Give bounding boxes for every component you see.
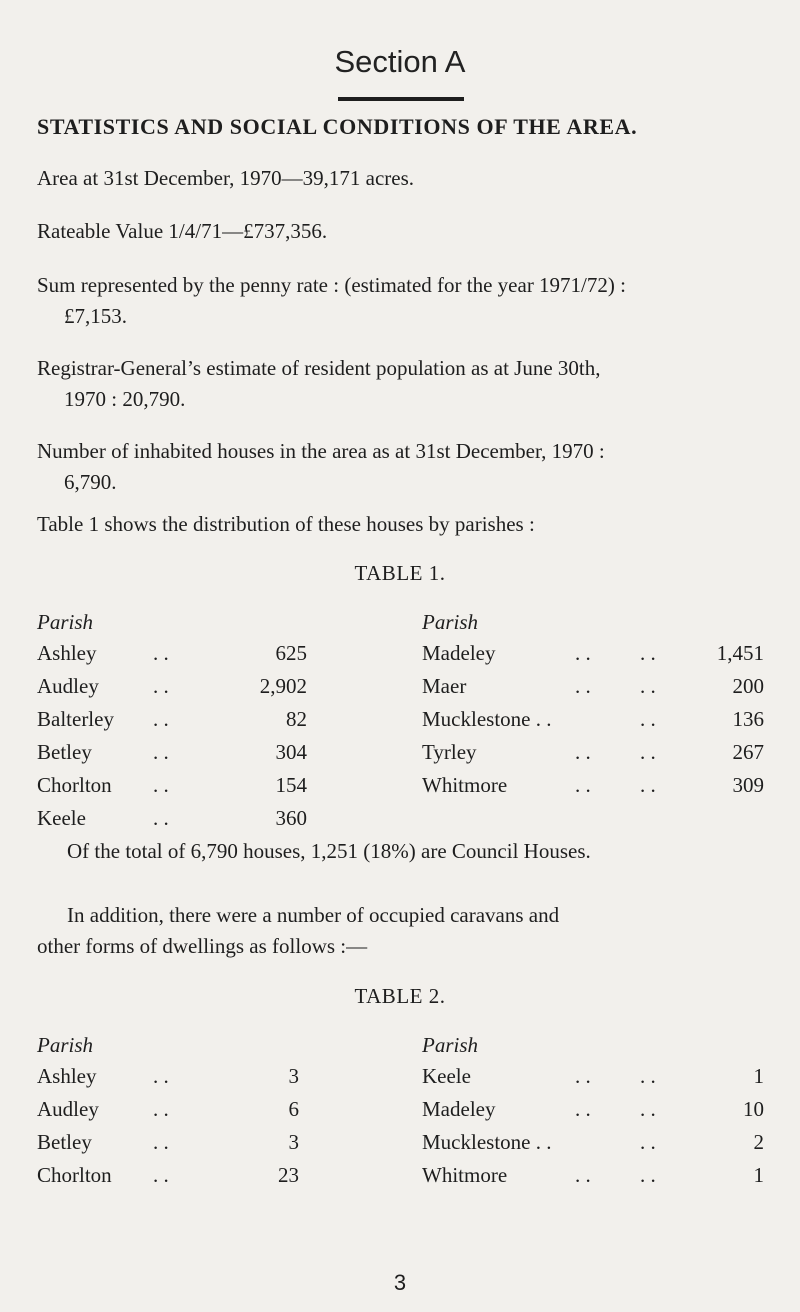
parish-name: Mucklestone . . [422, 1130, 552, 1154]
parish-name: Madeley [422, 1097, 496, 1121]
leader-dots: . . [575, 740, 591, 764]
table1-right-header: Parish [422, 610, 479, 634]
table-row [422, 707, 764, 737]
parish-name: Chorlton [37, 1163, 112, 1187]
leader-dots: . . [575, 641, 591, 665]
house-count: 200 [732, 674, 764, 698]
table-row [37, 1163, 299, 1193]
dwelling-count: 23 [278, 1163, 299, 1187]
table-row [422, 773, 764, 803]
parish-name: Maer [422, 674, 467, 698]
section-title-underline [338, 97, 464, 101]
dwelling-count: 3 [288, 1130, 299, 1154]
house-count: 267 [732, 740, 764, 764]
parish-name: Betley [37, 740, 92, 764]
leader-dots: . . [640, 1163, 656, 1187]
leader-dots: . . [640, 1097, 656, 1121]
parish-name: Tyrley [422, 740, 477, 764]
house-count: 136 [732, 707, 764, 731]
leader-dots: . . [153, 707, 169, 731]
house-count: 154 [275, 773, 307, 797]
house-count: 625 [275, 641, 307, 665]
leader-dots: . . [153, 1097, 169, 1121]
house-count: 1,451 [716, 641, 764, 665]
leader-dots: . . [153, 1064, 169, 1088]
parish-name: Balterley [37, 707, 114, 731]
leader-dots: . . [153, 806, 169, 830]
leader-dots: . . [153, 674, 169, 698]
table2-left-header: Parish [37, 1033, 94, 1057]
table-row [422, 641, 764, 671]
table2-left-column [37, 1064, 299, 1193]
leader-dots: . . [640, 641, 656, 665]
house-count: 360 [275, 806, 307, 830]
area-statement: Area at 31st December, 1970—39,171 acres. [37, 166, 415, 190]
leader-dots: . . [640, 1130, 656, 1154]
parish-name: Chorlton [37, 773, 112, 797]
house-count: 2,902 [259, 674, 307, 698]
parish-name: Whitmore [422, 1163, 508, 1187]
dwelling-count: 10 [743, 1097, 764, 1121]
table-row [37, 740, 307, 770]
parish-name: Whitmore [422, 773, 508, 797]
page-heading: STATISTICS AND SOCIAL CONDITIONS OF THE AREA. [37, 114, 638, 139]
table-row [422, 1130, 764, 1160]
table-row [37, 1130, 299, 1160]
caravans-statement-line1: In addition, there were a number of occupied caravans and [67, 903, 560, 927]
table-row [37, 674, 307, 704]
leader-dots: . . [640, 773, 656, 797]
table-row [37, 707, 307, 737]
table-row [37, 806, 307, 836]
parish-name: Keele [422, 1064, 471, 1088]
page-number: 3 [393, 1270, 407, 1295]
section-title: Section A [334, 44, 466, 79]
table1-left-column [37, 641, 307, 836]
dwelling-count: 6 [288, 1097, 299, 1121]
table-row [37, 1064, 299, 1094]
parish-name: Madeley [422, 641, 496, 665]
house-count: 309 [732, 773, 764, 797]
dwelling-count: 3 [288, 1064, 299, 1088]
parish-name: Audley [37, 674, 99, 698]
table-row [37, 641, 307, 671]
leader-dots: . . [640, 1064, 656, 1088]
house-count: 82 [286, 707, 307, 731]
leader-dots: . . [153, 1130, 169, 1154]
parish-name: Ashley [37, 1064, 97, 1088]
table1-title: TABLE 1. [354, 561, 446, 585]
rateable-value-statement: Rateable Value 1/4/71—£737,356. [37, 219, 328, 243]
leader-dots: . . [640, 707, 656, 731]
houses-statement-line2: 6,790. [64, 470, 117, 494]
table-row [422, 674, 764, 704]
leader-dots: . . [153, 1163, 169, 1187]
leader-dots: . . [575, 773, 591, 797]
table-row [422, 1097, 764, 1127]
dwelling-count: 2 [753, 1130, 764, 1154]
table1-left-header: Parish [37, 610, 94, 634]
house-count: 304 [275, 740, 307, 764]
table2-title: TABLE 2. [354, 984, 446, 1008]
leader-dots: . . [575, 674, 591, 698]
table2-right-column [422, 1064, 764, 1193]
houses-statement-line1: Number of inhabited houses in the area as at 31st December, 1970 : [37, 439, 605, 463]
parish-name: Betley [37, 1130, 92, 1154]
leader-dots: . . [575, 1097, 591, 1121]
parish-name: Ashley [37, 641, 97, 665]
parish-name: Keele [37, 806, 86, 830]
leader-dots: . . [640, 740, 656, 764]
penny-rate-statement-line2: £7,153. [64, 304, 127, 328]
population-statement-line2: 1970 : 20,790. [64, 387, 186, 411]
table1-right-column [422, 641, 764, 803]
dwelling-count: 1 [753, 1064, 764, 1088]
table-row [37, 1097, 299, 1127]
table-row [37, 773, 307, 803]
leader-dots: . . [153, 641, 169, 665]
population-statement-line1: Registrar-General’s estimate of resident population as at June 30th, [37, 356, 601, 380]
penny-rate-statement-line1: Sum represented by the penny rate : (estimated for the year 1971/72) : [37, 273, 626, 297]
caravans-statement-line2: other forms of dwellings as follows :— [37, 934, 368, 958]
council-houses-statement: Of the total of 6,790 houses, 1,251 (18%) are Council Houses. [67, 839, 591, 863]
leader-dots: . . [153, 740, 169, 764]
leader-dots: . . [640, 674, 656, 698]
leader-dots: . . [153, 773, 169, 797]
table-row [422, 740, 764, 770]
dwelling-count: 1 [753, 1163, 764, 1187]
table-row [422, 1064, 764, 1094]
parish-name: Audley [37, 1097, 99, 1121]
table-row [422, 1163, 764, 1193]
table1-intro: Table 1 shows the distribution of these houses by parishes : [37, 512, 535, 536]
leader-dots: . . [575, 1163, 591, 1187]
leader-dots: . . [575, 1064, 591, 1088]
table2-right-header: Parish [422, 1033, 479, 1057]
parish-name: Mucklestone . . [422, 707, 552, 731]
